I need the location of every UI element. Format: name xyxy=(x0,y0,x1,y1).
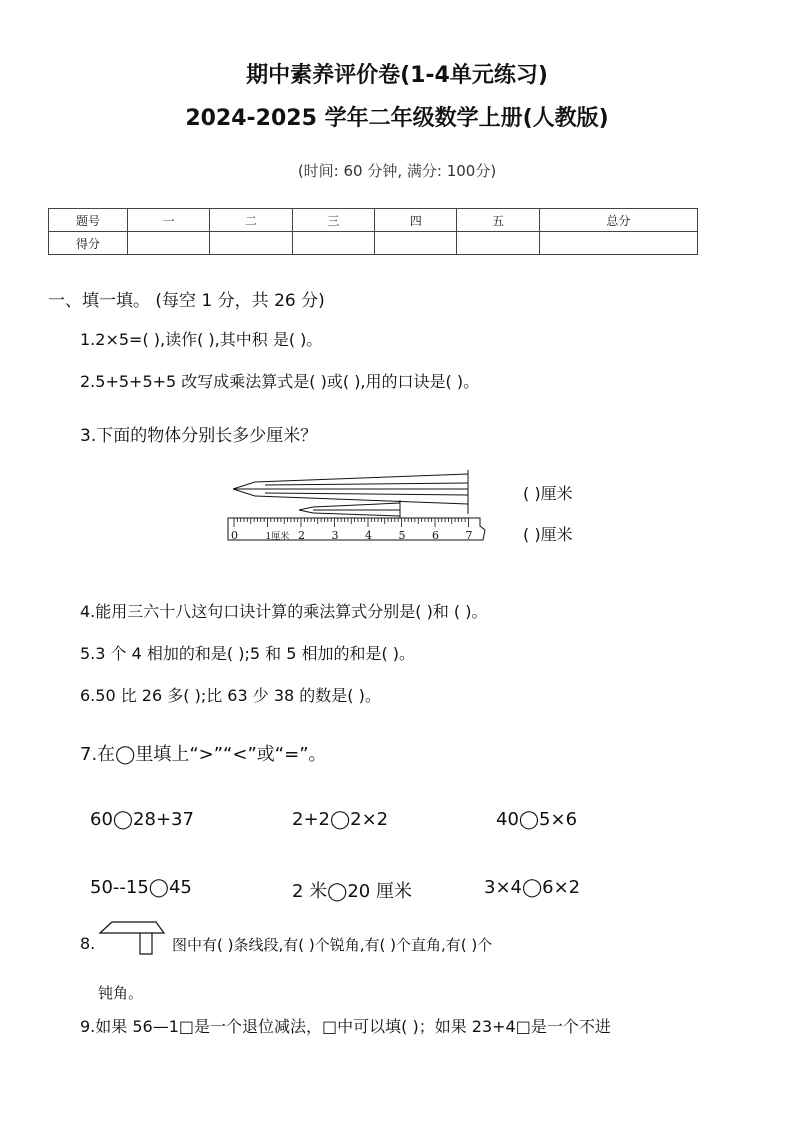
question-7: 7.在◯里填上“>”“<”或“=”。 xyxy=(80,744,327,765)
short-pencil-icon xyxy=(299,500,400,518)
page-subtitle: 2024-2025 学年二年级数学上册(人教版) xyxy=(185,106,609,131)
pencil-ruler-figure xyxy=(225,466,490,546)
score-cell[interactable] xyxy=(457,232,539,255)
q3-answer-1: ( )厘米 xyxy=(523,484,573,503)
ruler-label: 7 xyxy=(465,529,473,542)
question-8: 图中有( )条线段,有( )个锐角,有( )个直角,有( )个 xyxy=(172,936,493,954)
score-table-header-row xyxy=(49,209,698,232)
table-cell: 一 xyxy=(128,209,210,232)
table-cell: 五 xyxy=(457,209,539,232)
question-6: 6.50 比 26 多( );比 63 少 38 的数是( )。 xyxy=(80,686,381,705)
compare-item: 50--15◯45 xyxy=(90,877,192,898)
ruler-label: 4 xyxy=(365,529,372,542)
question-1: 1.2×5=( ),读作( ),其中积 是( )。 xyxy=(80,330,323,349)
section-heading: 一、填一填。 (每空 1 分，共 26 分) xyxy=(48,291,325,311)
score-cell[interactable] xyxy=(292,232,374,255)
ruler-label: 5 xyxy=(398,529,406,542)
compare-item: 60◯28+37 xyxy=(90,809,194,830)
score-cell[interactable] xyxy=(128,232,210,255)
compare-item: 2 米◯20 厘米 xyxy=(292,881,412,902)
score-cell[interactable] xyxy=(539,232,697,255)
table-cell: 题号 xyxy=(49,209,128,232)
time-info: (时间: 60 分钟, 满分: 100分) xyxy=(297,162,497,180)
ruler-label: 3 xyxy=(331,529,339,542)
compare-item: 40◯5×6 xyxy=(496,809,578,830)
long-pencil-icon xyxy=(233,470,468,514)
score-table-score-row xyxy=(49,232,698,255)
table-cell: 二 xyxy=(210,209,292,232)
ruler-label: 0 xyxy=(231,529,238,542)
question-3: 3.下面的物体分别长多少厘米？ xyxy=(80,426,318,446)
score-table xyxy=(48,208,698,255)
table-cell: 四 xyxy=(375,209,457,232)
question-8-continued: 钝角。 xyxy=(98,984,144,1002)
question-4: 4.能用三六十八这句口诀计算的乘法算式分别是( )和 ( )。 xyxy=(80,602,488,621)
ruler-label: 2 xyxy=(298,529,305,542)
question-5: 5.3 个 4 相加的和是( );5 和 5 相加的和是( )。 xyxy=(80,644,416,663)
question-2: 2.5+5+5+5 改写成乘法算式是( )或( ),用的口诀是( )。 xyxy=(80,372,480,391)
ruler-label: 6 xyxy=(432,529,439,542)
table-cell: 三 xyxy=(292,209,374,232)
ruler-label: 1厘米 xyxy=(265,532,290,542)
table-cell: 总分 xyxy=(539,209,697,232)
compare-item: 3×4◯6×2 xyxy=(484,877,581,898)
score-cell[interactable] xyxy=(375,232,457,255)
table-cell: 得分 xyxy=(49,232,128,255)
page-title: 期中素养评价卷(1-4单元练习) xyxy=(246,63,548,88)
question-8-number: 8. xyxy=(80,934,96,953)
question-9: 9.如果 56—1□是一个退位减法，□中可以填( )；如果 23+4□是一个不进 xyxy=(80,1017,611,1036)
compare-item: 2+2◯2×2 xyxy=(292,809,389,830)
t-shape-figure-icon xyxy=(98,918,168,960)
score-cell[interactable] xyxy=(210,232,292,255)
q3-answer-2: ( )厘米 xyxy=(523,525,573,544)
